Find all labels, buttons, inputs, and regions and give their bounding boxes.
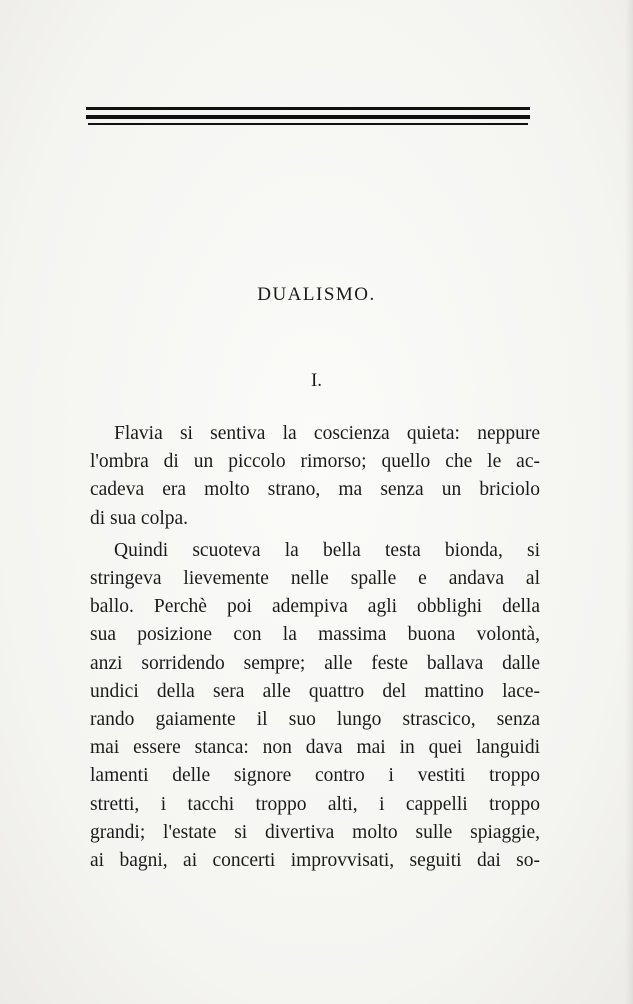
- text-line: sua posizione con la massima buona volontà,: [90, 624, 540, 646]
- text-line: lamenti delle signore contro i vestiti troppo: [90, 765, 540, 787]
- paragraph-2: [90, 537, 540, 875]
- header-rule-top: [86, 107, 530, 110]
- text-line: stringeva lievemente nelle spalle e andava al: [90, 568, 540, 590]
- text-line: grandi; l'estate si divertiva molto sulle spiaggie,: [90, 821, 540, 843]
- text-line: ballo. Perchè poi adempiva agli obblighi della: [90, 596, 540, 618]
- header-ornamental-rules: [86, 107, 530, 127]
- text-line: undici della sera alle quattro del mattino lace-: [90, 680, 540, 702]
- text-line: Quindi scuoteva la bella testa bionda, si: [114, 539, 540, 561]
- header-rule-middle: [86, 115, 530, 119]
- text-line: anzi sorridendo sempre; alle feste ballava dalle: [90, 652, 540, 674]
- text-line: stretti, i tacchi troppo alti, i cappelli troppo: [90, 793, 540, 815]
- section-number: I.: [310, 370, 323, 391]
- header-rule-bottom: [88, 123, 528, 125]
- paragraph-1: [90, 420, 540, 533]
- page-edge-shadow: [625, 0, 633, 1004]
- text-line: mai essere stanca: non dava mai in quei languidi: [90, 737, 540, 759]
- text-line: di sua colpa.: [90, 507, 189, 529]
- text-line: ai bagni, ai concerti improvvisati, seguiti dai so-: [90, 850, 540, 872]
- chapter-title: DUALISMO.: [257, 284, 376, 305]
- text-line: l'ombra di un piccolo rimorso; quello che le ac-: [90, 451, 540, 473]
- text-line: rando gaiamente il suo lungo strascico, senza: [90, 709, 540, 731]
- text-line: cadeva era molto strano, ma senza un briciolo: [90, 479, 540, 501]
- body-text: [90, 420, 540, 875]
- text-line: Flavia si sentiva la coscienza quieta: neppure: [114, 423, 540, 444]
